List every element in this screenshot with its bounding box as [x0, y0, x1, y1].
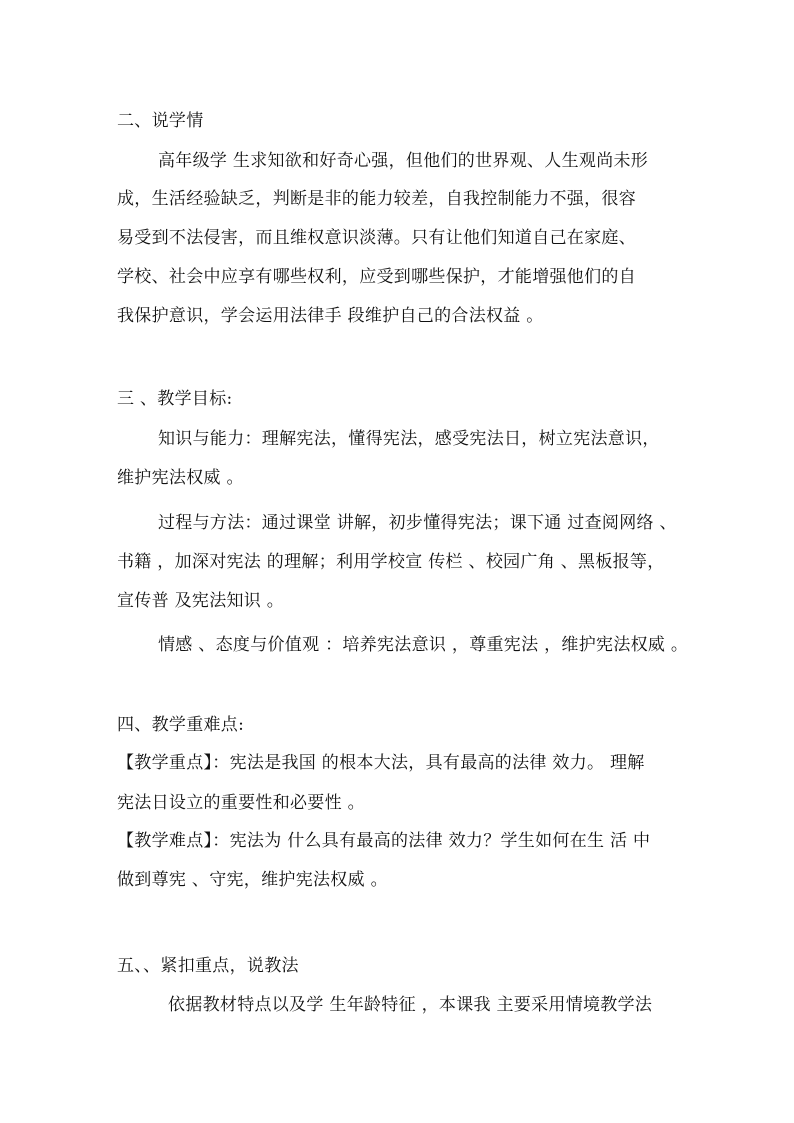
paragraph-line: 我保护意识，学会运用法律手 段维护自己的合法权益 。 — [117, 306, 544, 326]
paragraph-line: 知识与能力：理解宪法，懂得宪法，感受宪法日，树立宪法意识， — [158, 429, 660, 449]
section-heading-teaching-goals: 三 、教学目标: — [117, 389, 233, 409]
paragraph-line: 依据教材特点以及学 生年龄特征 ，本课我 主要采用情境教学法 — [168, 995, 653, 1015]
paragraph-line: 宣传普 及宪法知识 。 — [117, 591, 285, 611]
paragraph-line: 学校、社会中应享有哪些权利，应受到哪些保护，才能增强他们的自 — [117, 267, 636, 287]
paragraph-line: 成，生活经验缺乏，判断是非的能力较差，自我控制能力不强，很容 — [117, 189, 636, 209]
section-heading-key-difficult-points: 四、教学重难点: — [117, 715, 245, 735]
paragraph-line: 高年级学 生求知欲和好奇心强，但他们的世界观、人生观尚未形 — [158, 151, 649, 171]
paragraph-line: 过程与方法：通过课堂 讲解，初步懂得宪法；课下通 过查阅网络 、 — [158, 513, 677, 533]
difficult-point-line: 【教学难点】：宪法为 什么具有最高的法律 效力？学生如何在生 活 中 — [117, 831, 651, 851]
section-heading-teaching-methods: 五、、紧扣重点，说教法 — [117, 956, 299, 976]
paragraph-line: 易受到不法侵害，而且维权意识淡薄。只有让他们知道自己在家庭、 — [117, 228, 636, 248]
section-heading-learning-situation: 二、说学情 — [117, 111, 204, 131]
paragraph-line: 维护宪法权威 。 — [117, 468, 244, 488]
key-point-line: 【教学重点】：宪法是我国 的根本大法，具有最高的法律 效力。 理解 — [117, 753, 645, 773]
paragraph-line: 情感 、态度与价值观 ：培养宪法意识 ，尊重宪法 ，维护宪法权威 。 — [158, 635, 689, 655]
paragraph-line: 书籍 ，加深对宪法 的理解；利用学校宣 传栏 、校园广角 、黑板报等， — [117, 552, 665, 572]
paragraph-line: 宪法日设立的重要性和必要性 。 — [117, 793, 365, 813]
paragraph-line: 做到尊宪 、守宪，维护宪法权威 。 — [117, 870, 388, 890]
